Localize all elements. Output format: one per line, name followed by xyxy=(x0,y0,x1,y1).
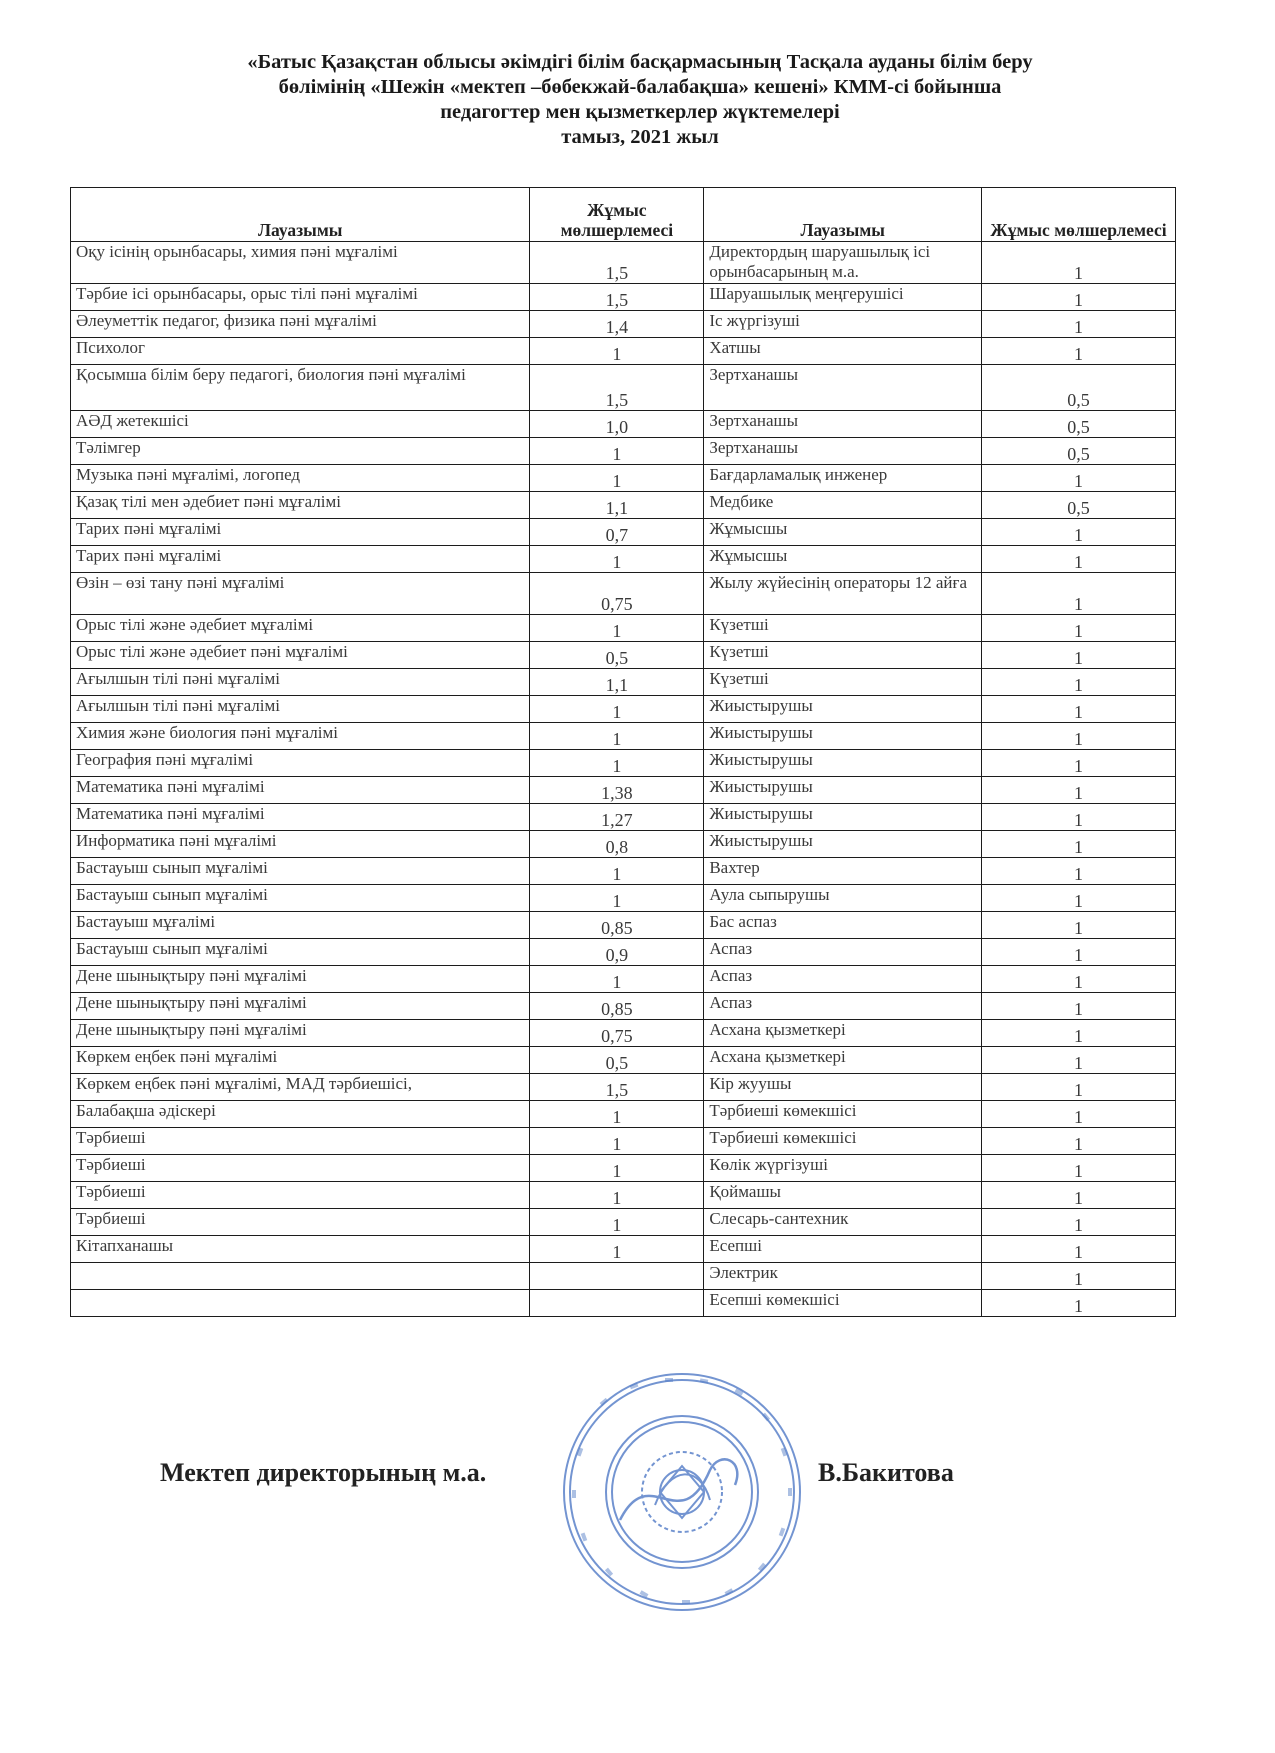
position-right-cell: Хатшы xyxy=(704,338,982,365)
rate-left-cell: 1,5 xyxy=(530,1074,704,1101)
table-row xyxy=(71,365,1176,411)
rate-left-cell: 1,5 xyxy=(530,365,704,411)
position-left-cell: Тәрбиеші xyxy=(71,1155,530,1182)
position-right-cell: Электрик xyxy=(704,1263,982,1290)
rate-right-cell: 1 xyxy=(982,696,1176,723)
rate-right-cell: 1 xyxy=(982,573,1176,615)
position-left-cell: Орыс тілі және әдебиет пәні мұғалімі xyxy=(71,642,530,669)
table-row xyxy=(71,1101,1176,1128)
rate-right-cell: 1 xyxy=(982,338,1176,365)
table-row xyxy=(71,1047,1176,1074)
table-row xyxy=(71,642,1176,669)
rate-right-cell: 1 xyxy=(982,804,1176,831)
rate-left-cell: 1 xyxy=(530,1155,704,1182)
rate-left-cell xyxy=(530,1263,704,1290)
rate-left-cell: 1 xyxy=(530,438,704,465)
rate-right-cell: 1 xyxy=(982,546,1176,573)
table-row xyxy=(71,1263,1176,1290)
staff-workload-table xyxy=(70,187,1176,1317)
table-row xyxy=(71,858,1176,885)
position-right-cell: Көлік жүргізуші xyxy=(704,1155,982,1182)
rate-left-cell: 1,27 xyxy=(530,804,704,831)
header-position-left: Лауазымы xyxy=(71,188,530,242)
position-left-cell: Дене шынықтыру пәні мұғалімі xyxy=(71,1020,530,1047)
table-row xyxy=(71,411,1176,438)
rate-right-cell: 1 xyxy=(982,831,1176,858)
table-row xyxy=(71,338,1176,365)
position-left-cell: Өзін – өзі тану пәні мұғалімі xyxy=(71,573,530,615)
position-left-cell: Психолог xyxy=(71,338,530,365)
director-label: Мектеп директорының м.а. xyxy=(160,1458,487,1487)
position-left-cell: Информатика пәні мұғалімі xyxy=(71,831,530,858)
official-seal-stamp xyxy=(560,1370,804,1614)
rate-left-cell: 1 xyxy=(530,465,704,492)
table-row xyxy=(71,993,1176,1020)
rate-right-cell: 0,5 xyxy=(982,492,1176,519)
rate-left-cell: 1,0 xyxy=(530,411,704,438)
position-left-cell: Дене шынықтыру пәні мұғалімі xyxy=(71,993,530,1020)
document-title xyxy=(70,50,1210,150)
position-right-cell: Директордың шаруашылық ісі орынбасарының м.а. xyxy=(704,242,982,284)
rate-right-cell: 1 xyxy=(982,777,1176,804)
table-row xyxy=(71,1155,1176,1182)
table-row xyxy=(71,696,1176,723)
position-left-cell: Оқу ісінің орынбасары, химия пәні мұғалімі xyxy=(71,242,530,284)
table-row xyxy=(71,1182,1176,1209)
position-right-cell: Күзетші xyxy=(704,669,982,696)
position-right-cell: Жиыстырушы xyxy=(704,723,982,750)
rate-left-cell: 1,5 xyxy=(530,284,704,311)
rate-right-cell: 1 xyxy=(982,1074,1176,1101)
rate-right-cell: 1 xyxy=(982,750,1176,777)
rate-left-cell: 0,85 xyxy=(530,993,704,1020)
rate-right-cell: 1 xyxy=(982,1020,1176,1047)
rate-left-cell: 1,1 xyxy=(530,492,704,519)
rate-right-cell: 1 xyxy=(982,1155,1176,1182)
table-row xyxy=(71,615,1176,642)
position-right-cell: Аспаз xyxy=(704,993,982,1020)
position-right-cell: Жиыстырушы xyxy=(704,750,982,777)
position-left-cell: Балабақша әдіскері xyxy=(71,1101,530,1128)
position-left-cell: Бастауыш сынып мұғалімі xyxy=(71,858,530,885)
table-row xyxy=(71,573,1176,615)
table-row xyxy=(71,438,1176,465)
rate-right-cell: 0,5 xyxy=(982,365,1176,411)
rate-left-cell: 1,5 xyxy=(530,242,704,284)
title-line-2: бөлімінің «Шежін «мектеп –бөбекжай-балабақша» кешені» КММ-сі бойынша xyxy=(278,76,1002,98)
rate-right-cell: 1 xyxy=(982,723,1176,750)
position-right-cell: Шаруашылық меңгерушісі xyxy=(704,284,982,311)
position-right-cell: Жиыстырушы xyxy=(704,777,982,804)
position-left-cell: Ағылшын тілі пәні мұғалімі xyxy=(71,669,530,696)
position-left-cell: Тәрбиеші xyxy=(71,1128,530,1155)
rate-left-cell: 0,9 xyxy=(530,939,704,966)
rate-right-cell: 1 xyxy=(982,858,1176,885)
position-left-cell: Бастауыш мұғалімі xyxy=(71,912,530,939)
table-row xyxy=(71,912,1176,939)
position-left-cell: Тарих пәні мұғалімі xyxy=(71,519,530,546)
director-name: В.Бакитова xyxy=(818,1458,954,1487)
position-right-cell: Бағдарламалық инженер xyxy=(704,465,982,492)
header-rate-right: Жұмыс мөлшерлемесі xyxy=(982,188,1176,242)
rate-left-cell: 1 xyxy=(530,546,704,573)
position-left-cell: Дене шынықтыру пәні мұғалімі xyxy=(71,966,530,993)
rate-right-cell: 1 xyxy=(982,311,1176,338)
rate-right-cell: 1 xyxy=(982,1182,1176,1209)
position-right-cell: Қоймашы xyxy=(704,1182,982,1209)
rate-right-cell: 1 xyxy=(982,642,1176,669)
rate-right-cell: 1 xyxy=(982,1290,1176,1317)
position-left-cell: АӘД жетекшісі xyxy=(71,411,530,438)
table-body xyxy=(71,242,1176,1317)
table-row xyxy=(71,546,1176,573)
rate-right-cell: 1 xyxy=(982,615,1176,642)
rate-left-cell: 1,1 xyxy=(530,669,704,696)
position-right-cell: Медбике xyxy=(704,492,982,519)
rate-right-cell: 1 xyxy=(982,465,1176,492)
table-row xyxy=(71,1074,1176,1101)
rate-left-cell: 0,7 xyxy=(530,519,704,546)
position-right-cell: Аспаз xyxy=(704,939,982,966)
rate-left-cell: 1 xyxy=(530,1101,704,1128)
rate-left-cell: 1 xyxy=(530,1128,704,1155)
rate-left-cell xyxy=(530,1290,704,1317)
position-right-cell: Асхана қызметкері xyxy=(704,1047,982,1074)
rate-left-cell: 1 xyxy=(530,885,704,912)
table-row xyxy=(71,1209,1176,1236)
position-right-cell: Зертханашы xyxy=(704,438,982,465)
position-left-cell: Әлеуметтік педагог, физика пәні мұғалімі xyxy=(71,311,530,338)
table-row xyxy=(71,939,1176,966)
position-left-cell: Математика пәні мұғалімі xyxy=(71,777,530,804)
table-header-row xyxy=(71,188,1176,242)
position-left-cell: Тәрбиеші xyxy=(71,1182,530,1209)
position-right-cell: Жұмысшы xyxy=(704,546,982,573)
table-row xyxy=(71,1290,1176,1317)
position-right-cell: Іс жүргізуші xyxy=(704,311,982,338)
table-row xyxy=(71,966,1176,993)
rate-left-cell: 1,4 xyxy=(530,311,704,338)
rate-left-cell: 1 xyxy=(530,858,704,885)
rate-right-cell: 1 xyxy=(982,242,1176,284)
rate-left-cell: 1 xyxy=(530,1182,704,1209)
table-row xyxy=(71,669,1176,696)
position-right-cell: Аула сыпырушы xyxy=(704,885,982,912)
rate-right-cell: 1 xyxy=(982,1263,1176,1290)
title-line-3: педагогтер мен қызметкерлер жүктемелері xyxy=(440,101,840,123)
rate-right-cell: 1 xyxy=(982,1128,1176,1155)
title-line-4: тамыз, 2021 жыл xyxy=(561,126,719,148)
header-rate-left: Жұмыс мөлшерлемесі xyxy=(530,188,704,242)
position-right-cell: Тәрбиеші көмекшісі xyxy=(704,1101,982,1128)
rate-right-cell: 1 xyxy=(982,1101,1176,1128)
table-row xyxy=(71,885,1176,912)
rate-left-cell: 1 xyxy=(530,696,704,723)
position-right-cell: Зертханашы xyxy=(704,411,982,438)
position-left-cell xyxy=(71,1263,530,1290)
table-row xyxy=(71,1236,1176,1263)
position-left-cell: Музыка пәні мұғалімі, логопед xyxy=(71,465,530,492)
rate-right-cell: 1 xyxy=(982,939,1176,966)
position-left-cell: География пәні мұғалімі xyxy=(71,750,530,777)
position-left-cell: Көркем еңбек пәні мұғалімі, МАД тәрбиешісі, xyxy=(71,1074,530,1101)
rate-right-cell: 1 xyxy=(982,284,1176,311)
position-left-cell xyxy=(71,1290,530,1317)
position-right-cell: Слесарь-сантехник xyxy=(704,1209,982,1236)
table-row xyxy=(71,311,1176,338)
table-row xyxy=(71,1020,1176,1047)
rate-left-cell: 1 xyxy=(530,750,704,777)
rate-left-cell: 0,8 xyxy=(530,831,704,858)
rate-right-cell: 1 xyxy=(982,519,1176,546)
position-left-cell: Орыс тілі және әдебиет мұғалімі xyxy=(71,615,530,642)
table-row xyxy=(71,519,1176,546)
rate-left-cell: 1 xyxy=(530,1209,704,1236)
position-right-cell: Вахтер xyxy=(704,858,982,885)
rate-right-cell: 0,5 xyxy=(982,411,1176,438)
table-row xyxy=(71,1128,1176,1155)
position-right-cell: Есепші көмекшісі xyxy=(704,1290,982,1317)
position-right-cell: Жиыстырушы xyxy=(704,831,982,858)
position-right-cell: Күзетші xyxy=(704,615,982,642)
position-left-cell: Ағылшын тілі пәні мұғалімі xyxy=(71,696,530,723)
position-right-cell: Асхана қызметкері xyxy=(704,1020,982,1047)
table-row xyxy=(71,723,1176,750)
rate-left-cell: 0,75 xyxy=(530,573,704,615)
position-right-cell: Жиыстырушы xyxy=(704,696,982,723)
position-left-cell: Тәрбиеші xyxy=(71,1209,530,1236)
table-row xyxy=(71,777,1176,804)
position-left-cell: Көркем еңбек пәні мұғалімі xyxy=(71,1047,530,1074)
position-right-cell: Күзетші xyxy=(704,642,982,669)
position-right-cell: Аспаз xyxy=(704,966,982,993)
position-left-cell: Бастауыш сынып мұғалімі xyxy=(71,939,530,966)
rate-right-cell: 1 xyxy=(982,1047,1176,1074)
position-left-cell: Кітапханашы xyxy=(71,1236,530,1263)
position-left-cell: Математика пәні мұғалімі xyxy=(71,804,530,831)
position-left-cell: Тәрбие ісі орынбасары, орыс тілі пәні мұғалімі xyxy=(71,284,530,311)
position-right-cell: Есепші xyxy=(704,1236,982,1263)
rate-right-cell: 1 xyxy=(982,912,1176,939)
title-line-1: «Батыс Қазақстан облысы әкімдігі білім басқармасының Тасқала ауданы білім беру xyxy=(247,51,1033,73)
position-left-cell: Тарих пәні мұғалімі xyxy=(71,546,530,573)
rate-left-cell: 1,38 xyxy=(530,777,704,804)
rate-right-cell: 1 xyxy=(982,1209,1176,1236)
rate-right-cell: 1 xyxy=(982,669,1176,696)
position-right-cell: Кір жуушы xyxy=(704,1074,982,1101)
table-row xyxy=(71,242,1176,284)
header-position-right: Лауазымы xyxy=(704,188,982,242)
position-left-cell: Химия және биология пәні мұғалімі xyxy=(71,723,530,750)
rate-left-cell: 0,5 xyxy=(530,1047,704,1074)
table-row xyxy=(71,804,1176,831)
rate-left-cell: 1 xyxy=(530,615,704,642)
rate-right-cell: 1 xyxy=(982,993,1176,1020)
rate-right-cell: 1 xyxy=(982,1236,1176,1263)
table-row xyxy=(71,750,1176,777)
rate-left-cell: 1 xyxy=(530,723,704,750)
rate-left-cell: 1 xyxy=(530,338,704,365)
rate-left-cell: 0,5 xyxy=(530,642,704,669)
rate-left-cell: 0,75 xyxy=(530,1020,704,1047)
table-row xyxy=(71,492,1176,519)
position-right-cell: Зертханашы xyxy=(704,365,982,411)
table-row xyxy=(71,831,1176,858)
rate-right-cell: 1 xyxy=(982,885,1176,912)
rate-left-cell: 1 xyxy=(530,966,704,993)
position-right-cell: Жылу жүйесінің операторы 12 айға xyxy=(704,573,982,615)
table-row xyxy=(71,465,1176,492)
rate-right-cell: 0,5 xyxy=(982,438,1176,465)
rate-left-cell: 0,85 xyxy=(530,912,704,939)
position-left-cell: Тәлімгер xyxy=(71,438,530,465)
position-left-cell: Бастауыш сынып мұғалімі xyxy=(71,885,530,912)
rate-left-cell: 1 xyxy=(530,1236,704,1263)
position-right-cell: Жиыстырушы xyxy=(704,804,982,831)
rate-right-cell: 1 xyxy=(982,966,1176,993)
position-right-cell: Бас аспаз xyxy=(704,912,982,939)
table-row xyxy=(71,284,1176,311)
position-right-cell: Тәрбиеші көмекшісі xyxy=(704,1128,982,1155)
position-right-cell: Жұмысшы xyxy=(704,519,982,546)
position-left-cell: Қосымша білім беру педагогі, биология пәні мұғалімі xyxy=(71,365,530,411)
position-left-cell: Қазақ тілі мен әдебиет пәні мұғалімі xyxy=(71,492,530,519)
